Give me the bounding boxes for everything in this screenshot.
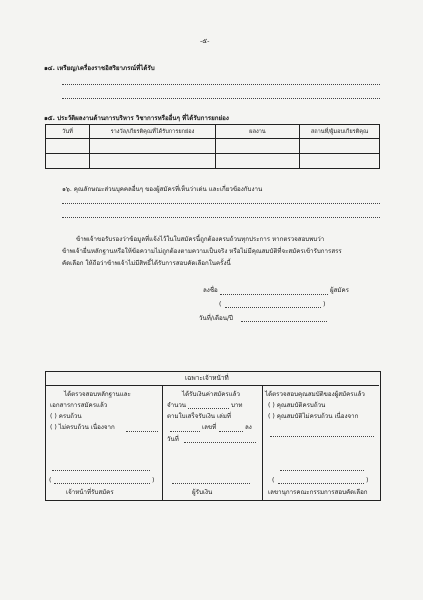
col2-volume-line[interactable] (170, 431, 200, 432)
sign-prefix: ลงชื่อ (203, 287, 218, 294)
date-line[interactable] (241, 321, 327, 322)
applicant-label: ผู้สมัคร (330, 287, 349, 294)
cell[interactable] (90, 139, 216, 154)
col1-paren-open: ( (49, 477, 52, 484)
officer-header-divider (46, 385, 379, 386)
col1-option-incomplete[interactable]: ( ) ไม่ครบถ้วน เนื่องจาก (50, 424, 115, 431)
col1-line-2: เอกสารการสมัครแล้ว (50, 402, 108, 409)
applicant-name-line[interactable] (225, 307, 321, 308)
table-row (46, 139, 380, 154)
section14-title: ๑๔. เหรียญ/เครื่องราชอิสริยาภรณ์ที่ได้รับ (44, 65, 155, 72)
declaration-line-3: คัดเลือก ให้ถือว่าข้าพเจ้าไม่มีสิทธิ์ได้รับการสอบคัดเลือกในครั้งนี้ (62, 260, 231, 267)
header-date: วันที่ (46, 125, 90, 139)
col1-role: เจ้าหน้าที่รับสมัคร (66, 489, 114, 496)
name-paren-open: ( (219, 301, 222, 308)
col3-signature-line[interactable] (280, 470, 364, 471)
col2-number-mid: เลขที่ (202, 424, 217, 431)
col3-paren-open: ( (272, 477, 275, 484)
cell[interactable] (216, 154, 300, 169)
section14-line-1[interactable] (62, 84, 380, 85)
col2-number-suffix: ลง (245, 424, 252, 431)
col3-role: เลขานุการคณะกรรมการสอบคัดเลือก (268, 489, 368, 496)
col2-receipt-prefix: ตามใบเสร็จรับเงิน เล่มที่ (167, 413, 232, 420)
col3-paren-close: ) (366, 477, 369, 484)
col2-number-line[interactable] (219, 431, 243, 432)
date-label: วันที่/เดือน/ปี (199, 315, 233, 322)
col2-date-prefix: วันที่ (167, 436, 179, 443)
col2-amount-suffix: บาท (231, 402, 243, 409)
col1-line-1: ได้ตรวจสอบหลักฐานและ (64, 391, 131, 398)
section16-title: ๑๖. คุณลักษณะส่วนบุคคลอื่นๆ ของผู้สมัครที่เห็นว่าเด่น และเกี่ยวข้องกับงาน (62, 186, 263, 193)
cell[interactable] (90, 154, 216, 169)
section16-line-2[interactable] (62, 217, 380, 218)
section14-line-2[interactable] (62, 98, 380, 99)
officer-heading: เฉพาะเจ้าหน้าที่ (185, 374, 229, 382)
col3-reason-line[interactable] (270, 436, 374, 437)
officer-col-divider-2 (262, 385, 263, 500)
col2-role: ผู้รับเงิน (192, 489, 213, 496)
cell[interactable] (300, 154, 380, 169)
col1-signature-line[interactable] (52, 470, 150, 471)
cell[interactable] (216, 139, 300, 154)
name-paren-close: ) (323, 301, 326, 308)
signature-line[interactable] (220, 294, 328, 295)
section16-line-1[interactable] (62, 203, 380, 204)
col2-date-line[interactable] (184, 442, 256, 443)
header-place: สถานที่/ผู้มอบเกียรติคุณ (300, 125, 380, 139)
col2-amount-line[interactable] (188, 408, 229, 409)
header-award: รางวัล/เกียรติคุณที่ได้รับการยกย่อง (90, 125, 216, 139)
col2-amount-prefix: จำนวน (167, 402, 187, 409)
header-work: ผลงาน (216, 125, 300, 139)
section15-title: ๑๕. ประวัติผลงานด้านการบริหาร วิชาการหรืออื่นๆ ที่ได้รับการยกย่อง (44, 115, 229, 122)
col1-paren-close: ) (152, 477, 155, 484)
col1-name-line[interactable] (54, 483, 150, 484)
col3-name-line[interactable] (278, 483, 364, 484)
cell[interactable] (46, 154, 90, 169)
col1-option-complete[interactable]: ( ) ครบถ้วน (50, 413, 82, 420)
declaration-line-2: ข้าพเจ้ายื่นหลักฐานหรือให้ข้อความไม่ถูกต้องตามความเป็นจริง หรือไม่มีคุณสมบัติที่จะสมัครเข้ารับการสรร (62, 248, 342, 255)
col3-line-1: ได้ตรวจสอบคุณสมบัติของผู้สมัครแล้ว (265, 391, 365, 398)
col3-option-incomplete[interactable]: ( ) คุณสมบัติไม่ครบถ้วน เนื่องจาก (268, 413, 359, 420)
award-table-header (46, 125, 380, 139)
officer-col-divider-1 (162, 385, 163, 500)
col2-line-1: ได้รับเงินค่าสมัครแล้ว (182, 391, 240, 398)
declaration-line-1: ข้าพเจ้าขอรับรองว่าข้อมูลที่แจ้งไว้ในใบสมัครนี้ถูกต้องครบถ้วนทุกประการ หากตรวจสอบพบว่า (76, 236, 325, 243)
cell[interactable] (46, 139, 90, 154)
col1-reason-line[interactable] (126, 431, 158, 432)
award-table (45, 124, 380, 169)
col3-option-complete[interactable]: ( ) คุณสมบัติครบถ้วน (268, 402, 326, 409)
cell[interactable] (300, 139, 380, 154)
table-row (46, 154, 380, 169)
col2-signature-line[interactable] (172, 483, 250, 484)
page-number: -๕- (200, 37, 210, 45)
